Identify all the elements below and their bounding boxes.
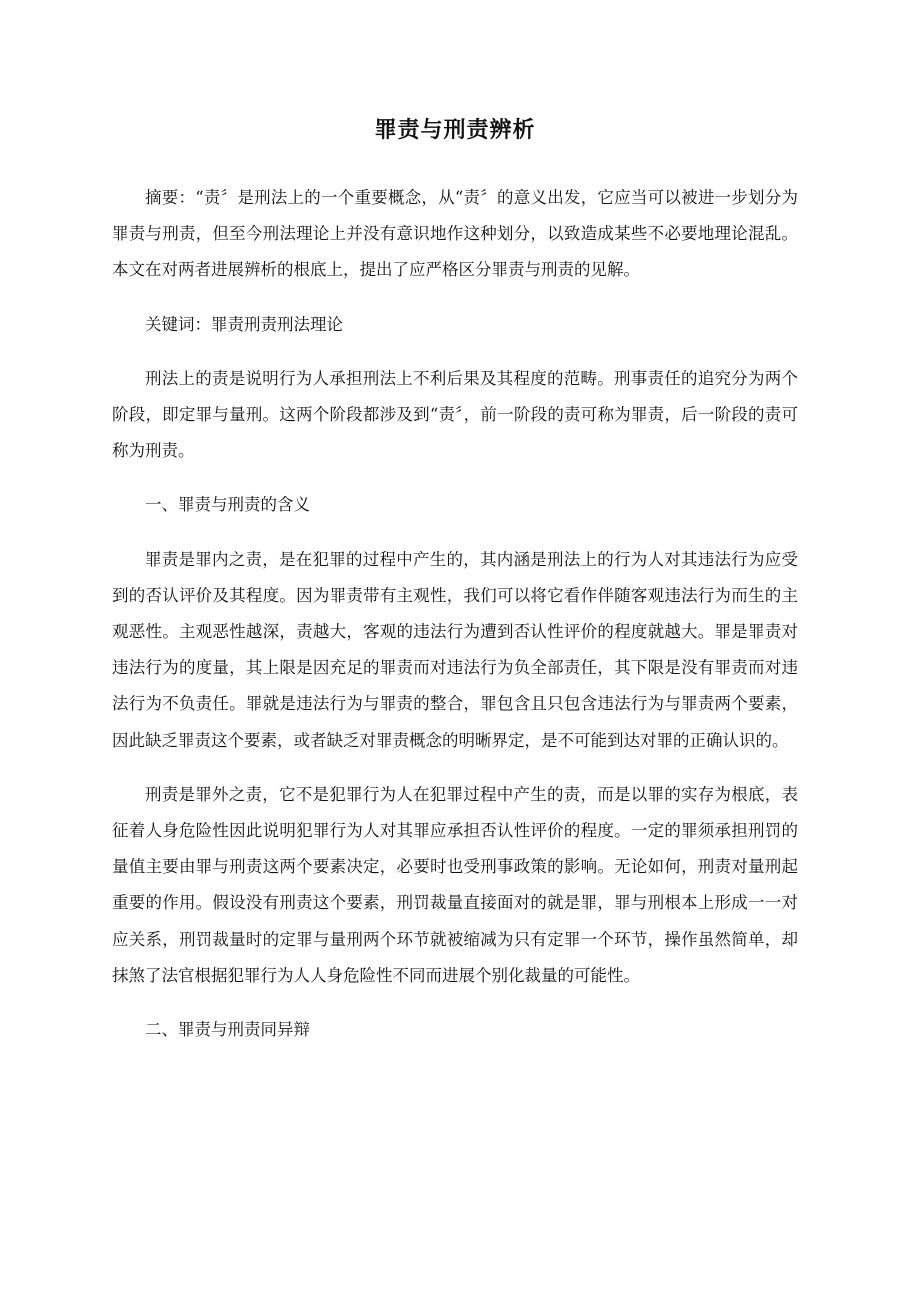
abstract-paragraph: 摘要：“责〞是刑法上的一个重要概念，从“责〞的意义出发，它应当可以被进一步划分为罪责与刑责，但至今刑法理论上并没有意识地作这种划分，以致造成某些不必要地理论混乱。本文在对两者进展辨析的根底上，提出了应严格区分罪责与刑责的见解。 xyxy=(112,188,798,280)
section-1-heading: 一、罪责与刑责的含义 xyxy=(145,495,310,515)
document-title: 罪责与刑责辨析 xyxy=(374,117,536,143)
section-2-heading: 二、罪责与刑责同异辩 xyxy=(145,1020,310,1040)
keywords-line: 关键词：罪责刑责刑法理论 xyxy=(145,314,343,334)
section-1-paragraph-2: 刑责是罪外之责，它不是犯罪行为人在犯罪过程中产生的责，而是以罪的实存为根底，表征着人身危险性因此说明犯罪行为人对其罪应承担否认性评价的程度。一定的罪须承担刑罚的量值主要由罪与刑责这两个要素决定，必要时也受刑事政策的影响。无论如何，刑责对量刑起重要的作用。假设没有刑责这个要素，刑罚裁量直接面对的就是罪，罪与刑根本上形成一一对应关系，刑罚裁量时的定罪与量刑两个环节就被缩减为只有定罪一个环节，操作虽然简单，却抹煞了法官根据犯罪行为人人身危险性不同而进展个别化裁量的可能性。 xyxy=(112,784,798,985)
intro-paragraph: 刑法上的责是说明行为人承担刑法上不利后果及其程度的范畴。刑事责任的追究分为两个阶段，即定罪与量刑。这两个阶段都涉及到“责〞，前一阶段的责可称为罪责，后一阶段的责可称为刑责。 xyxy=(112,368,798,461)
document-body xyxy=(112,180,798,1066)
section-1-paragraph-1: 罪责是罪内之责，是在犯罪的过程中产生的，其内涵是刑法上的行为人对其违法行为应受到的否认评价及其程度。因为罪责带有主观性，我们可以将它看作伴随客观违法行为而生的主观恶性。主观恶性越深，责越大，客观的违法行为遭到否认性评价的程度就越大。罪是罪责对违法行为的度量，其上限是因充足的罪责而对违法行为负全部责任，其下限是没有罪责而对违法行为不负责任。罪就是违法行为与罪责的整合，罪包含且只包含违法行为与罪责两个要素，因此缺乏罪责这个要素，或者缺乏对罪责概念的明晰界定，是不可能到达对罪的正确认识的。 xyxy=(112,549,798,750)
